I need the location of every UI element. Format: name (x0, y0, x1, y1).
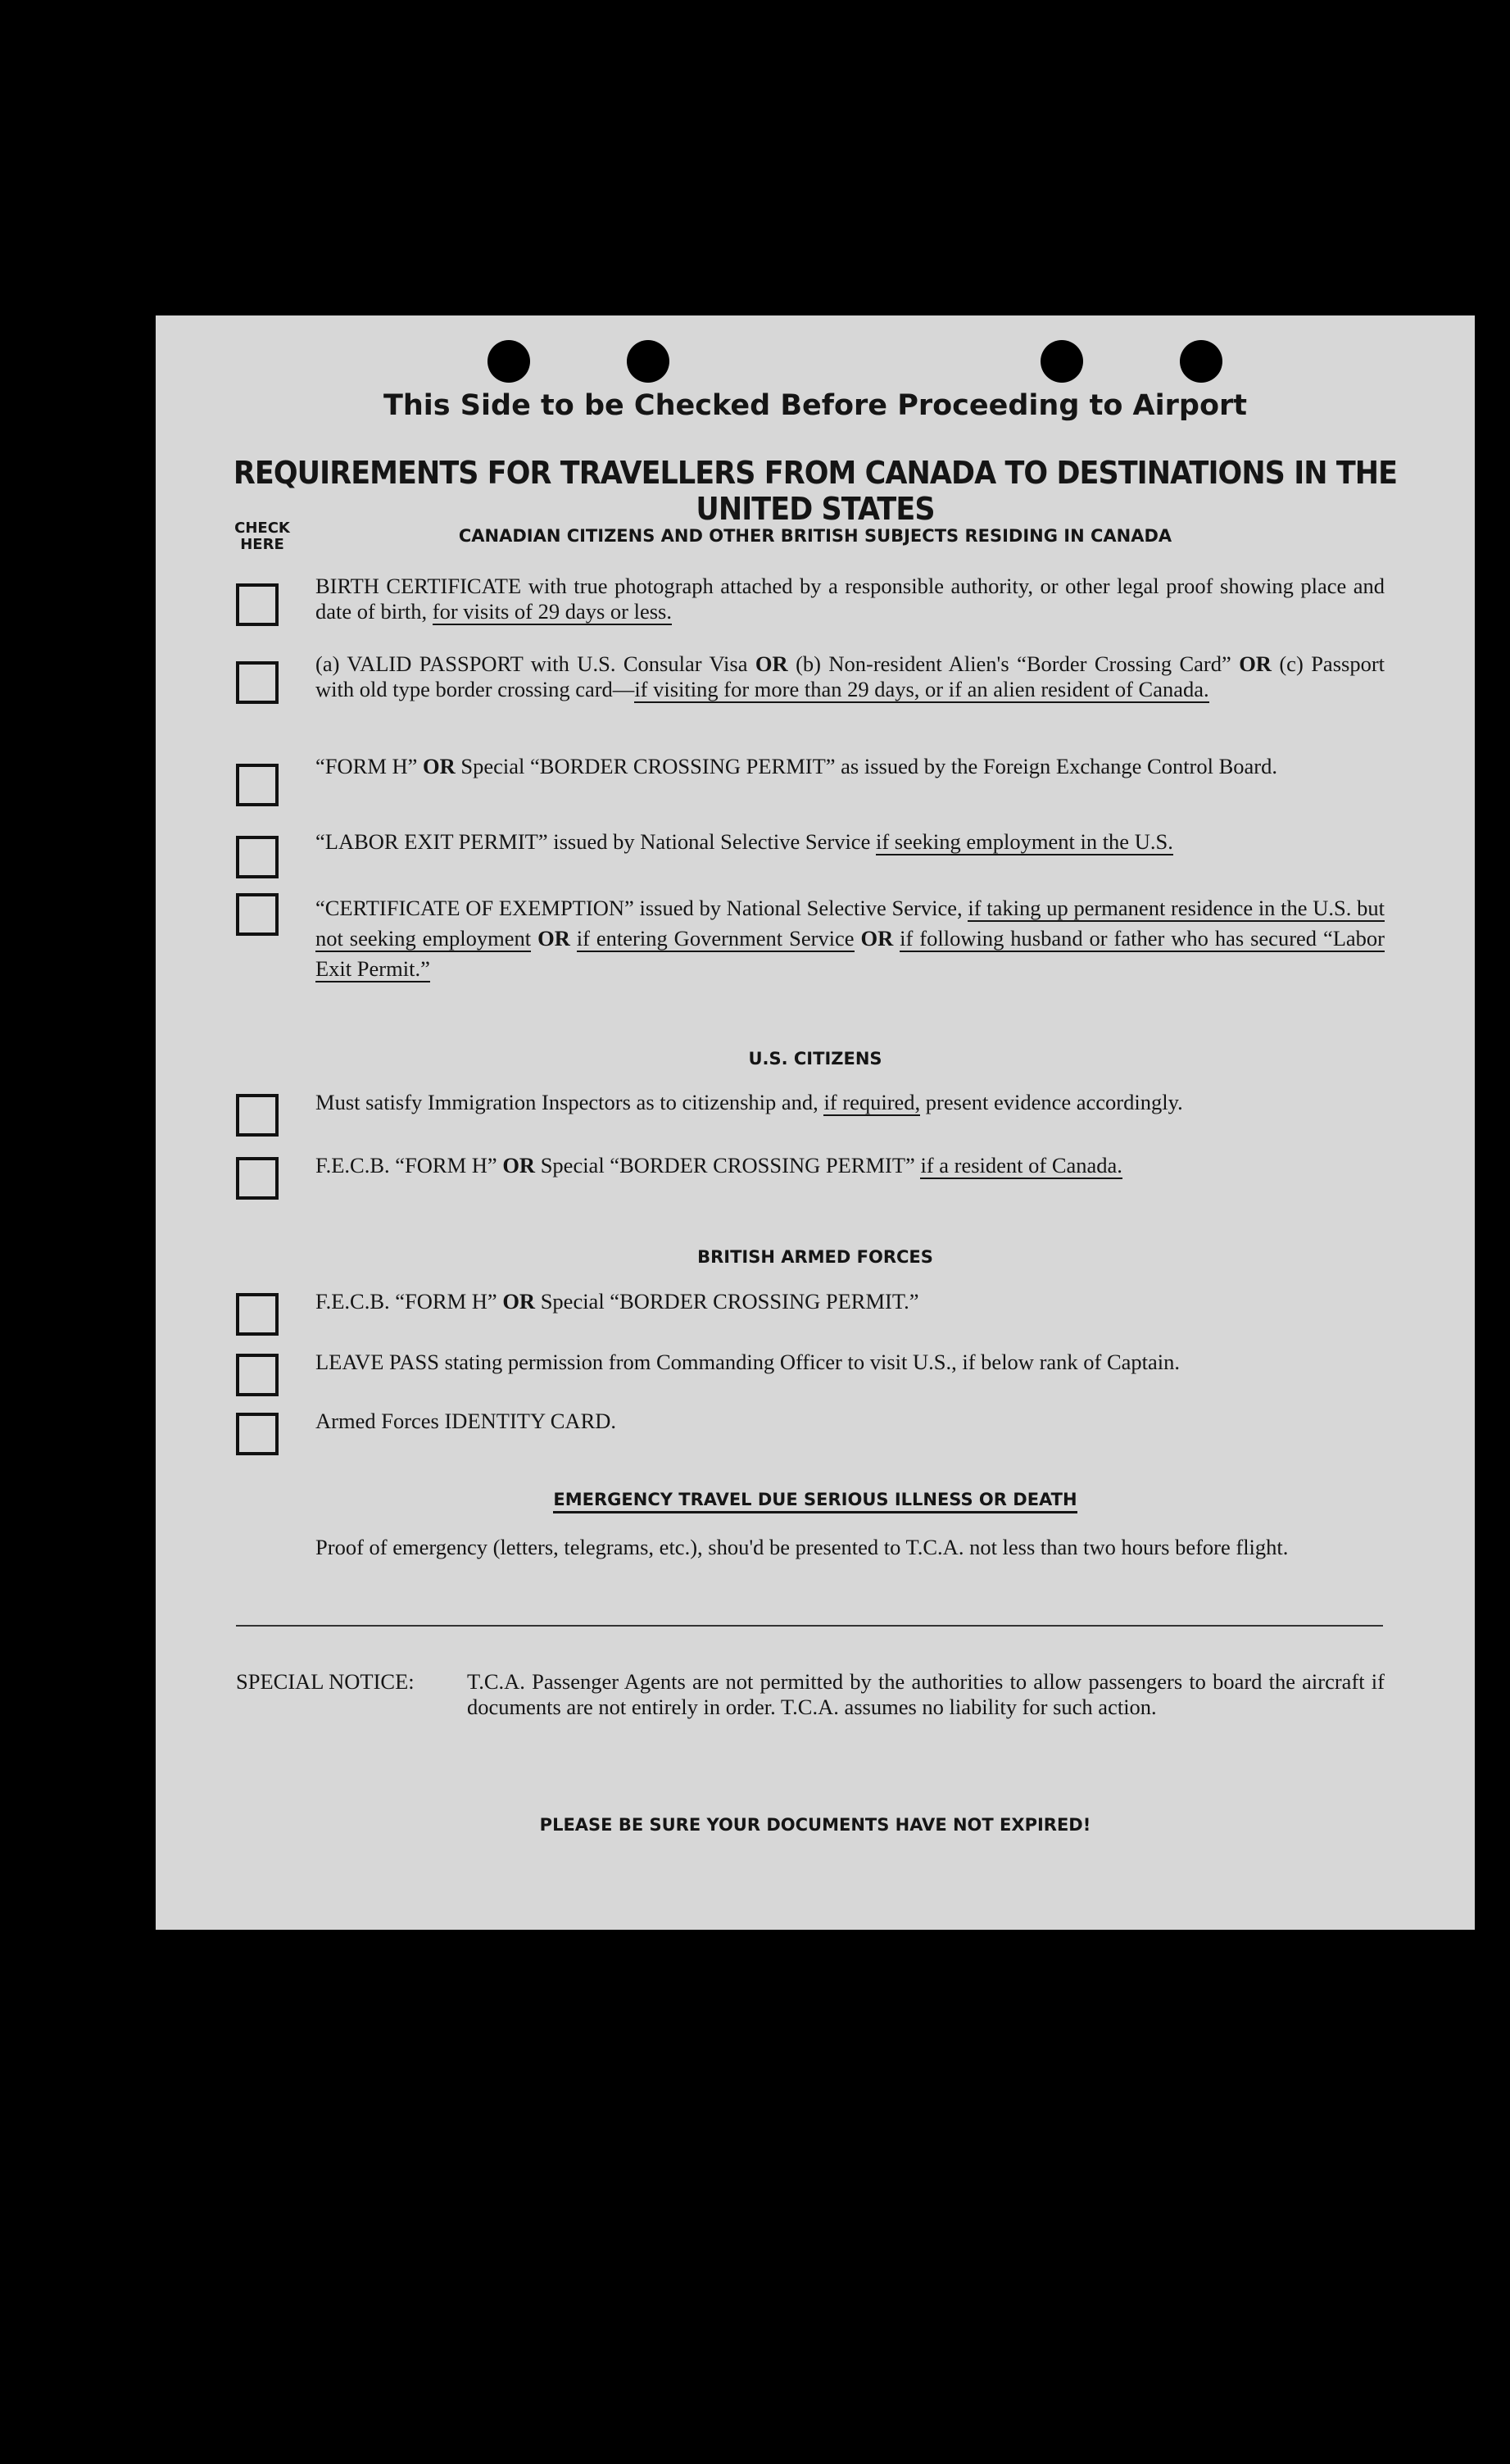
item-text: “CERTIFICATE OF EXEMPTION” issued by National Selective Service, if taking up permanent residence in the U.S. but not seeking employment OR if entering Government Service OR if following husband or father who has secured “Labor Exit Permit.” (315, 896, 1385, 981)
form-sheet (156, 315, 1475, 1930)
checkbox[interactable] (236, 1094, 279, 1137)
checkbox[interactable] (236, 764, 279, 806)
punch-hole (487, 340, 530, 383)
punch-hole (1180, 340, 1222, 383)
item-text: (a) VALID PASSPORT with U.S. Consular Visa OR (b) Non-resident Alien's “Border Crossing Card” OR (c) Passport with old type border crossing card—if visiting for more than 29 days, or if an alien resident of Canada. (315, 651, 1385, 701)
item-text: Must satisfy Immigration Inspectors as to citizenship and, if required, present evidence accordingly. (315, 1090, 1183, 1114)
divider (236, 1625, 1383, 1627)
checkbox[interactable] (236, 661, 279, 704)
item-text: F.E.C.B. “FORM H” OR Special “BORDER CROSSING PERMIT.” (315, 1289, 919, 1314)
check-here-label: CHECK HERE (234, 520, 290, 553)
page-title: REQUIREMENTS FOR TRAVELLERS FROM CANADA TO DESTINATIONS IN THE UNITED STATES (233, 455, 1398, 527)
checkbox[interactable] (236, 583, 279, 626)
checkbox[interactable] (236, 836, 279, 878)
top-instruction: This Side to be Checked Before Proceeding to Airport (383, 389, 1247, 422)
special-notice-text: T.C.A. Passenger Agents are not permitted by the authorities to allow passengers to board the aircraft if documents are not entirely in order. T.C.A. assumes no liability for such action. (467, 1669, 1385, 1719)
item-text: “LABOR EXIT PERMIT” issued by National Selective Service if seeking employment in the U.S. (315, 829, 1173, 854)
special-notice-label: SPECIAL NOTICE: (236, 1669, 415, 1694)
item-text: LEAVE PASS stating permission from Commanding Officer to visit U.S., if below rank of Captain. (315, 1350, 1181, 1374)
item-text: Armed Forces IDENTITY CARD. (315, 1409, 617, 1433)
emergency-text: Proof of emergency (letters, telegrams, etc.), shou'd be presented to T.C.A. not less than two hours before flight. (315, 1535, 1289, 1559)
checkbox[interactable] (236, 1354, 279, 1396)
punch-hole (1041, 340, 1083, 383)
expiry-reminder: PLEASE BE SURE YOUR DOCUMENTS HAVE NOT EXPIRED! (539, 1815, 1091, 1835)
checkbox[interactable] (236, 893, 279, 936)
item-text: “FORM H” OR Special “BORDER CROSSING PERMIT” as issued by the Foreign Exchange Control Board. (315, 754, 1278, 778)
item-text: F.E.C.B. “FORM H” OR Special “BORDER CROSSING PERMIT” if a resident of Canada. (315, 1153, 1122, 1178)
section-heading-armed-forces: BRITISH ARMED FORCES (697, 1247, 933, 1267)
checkbox[interactable] (236, 1157, 279, 1200)
checkbox[interactable] (236, 1413, 279, 1455)
punch-hole (627, 340, 669, 383)
section-heading-emergency: EMERGENCY TRAVEL DUE SERIOUS ILLNESS OR DEATH (156, 1490, 1475, 1509)
checkbox[interactable] (236, 1293, 279, 1336)
section-heading-us-citizens: U.S. CITIZENS (748, 1049, 882, 1069)
item-text: BIRTH CERTIFICATE with true photograph attached by a responsible authority, or other legal proof showing place and date of birth, for visits of 29 days or less. (315, 574, 1385, 624)
section-heading-canadian: CANADIAN CITIZENS AND OTHER BRITISH SUBJECTS RESIDING IN CANADA (458, 526, 1172, 546)
